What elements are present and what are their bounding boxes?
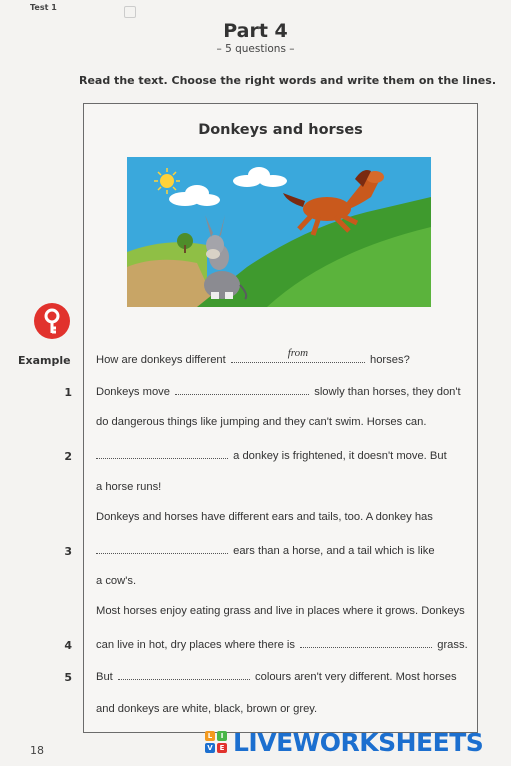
text-line-7: a cow's. (96, 575, 137, 587)
answer-input-4[interactable] (300, 633, 432, 647)
logo-letter: V (205, 743, 215, 753)
text-segment: can live in hot, dry places where there is (96, 639, 295, 651)
text-line-11: and donkeys are white, black, brown or grey. (96, 703, 318, 715)
text-line-4: a horse runs! (96, 481, 162, 493)
text-segment: slowly than horses, they don't (314, 386, 461, 398)
text-line-6 (96, 543, 435, 557)
part-title: Part 4 (223, 20, 288, 42)
logo-letter: E (217, 743, 227, 753)
text-segment: a donkey is frightened, it doesn't move. But (233, 450, 447, 462)
text-line-1 (96, 384, 461, 398)
answer-input-5[interactable] (118, 665, 250, 679)
example-blank (231, 347, 365, 363)
question-number-3: 3 (64, 545, 72, 558)
question-number-2: 2 (64, 450, 72, 463)
donkey-and-horse-illustration (127, 157, 431, 307)
question-number-1: 1 (64, 386, 72, 399)
text-segment: grass. (437, 639, 468, 651)
example-label: Example (18, 354, 71, 367)
question-number-5: 5 (64, 671, 72, 684)
page-number: 18 (30, 744, 44, 757)
text-segment: Donkeys move (96, 386, 170, 398)
answer-input-2[interactable] (96, 444, 228, 458)
text-line-10 (96, 669, 457, 683)
text-line-9 (96, 637, 468, 651)
example-line (96, 347, 410, 366)
question-number-4: 4 (64, 639, 72, 652)
text-segment: But (96, 671, 113, 683)
brand-text: LIVEWORKSHEETS (233, 727, 484, 757)
answer-input-3[interactable] (96, 539, 228, 553)
text-line-3 (96, 448, 447, 462)
box-title: Donkeys and horses (198, 122, 363, 138)
answer-blank-5[interactable] (118, 669, 250, 680)
text-segment: colours aren't very different. Most horses (255, 671, 457, 683)
text-segment: ears than a horse, and a tail which is like (233, 545, 435, 557)
logo-letter: I (217, 731, 227, 741)
text-line-8: Most horses enjoy eating grass and live in places where it grows. Donkeys (96, 605, 465, 617)
example-before: How are donkeys different (96, 354, 226, 366)
example-after: horses? (369, 354, 410, 366)
corner-mark (124, 6, 136, 18)
logo-icon (205, 731, 227, 753)
logo-letter: L (205, 731, 215, 741)
answer-blank-1[interactable] (175, 384, 309, 395)
text-line-5: Donkeys and horses have different ears and tails, too. A donkey has (96, 511, 433, 523)
test-label: Test 1 (30, 3, 57, 12)
instruction-text: Read the text. Choose the right words and write them on the lines. (79, 74, 496, 87)
answer-input-1[interactable] (175, 380, 309, 394)
answer-blank-2[interactable] (96, 448, 228, 459)
liveworksheets-logo[interactable] (205, 727, 483, 757)
answer-blank-3[interactable] (96, 543, 228, 554)
part-subtitle: – 5 questions – (216, 43, 295, 55)
key-icon (34, 303, 70, 339)
text-line-2: do dangerous things like jumping and they can't swim. Horses can. (96, 416, 427, 428)
example-answer: from (287, 347, 309, 359)
answer-blank-4[interactable] (300, 637, 432, 648)
